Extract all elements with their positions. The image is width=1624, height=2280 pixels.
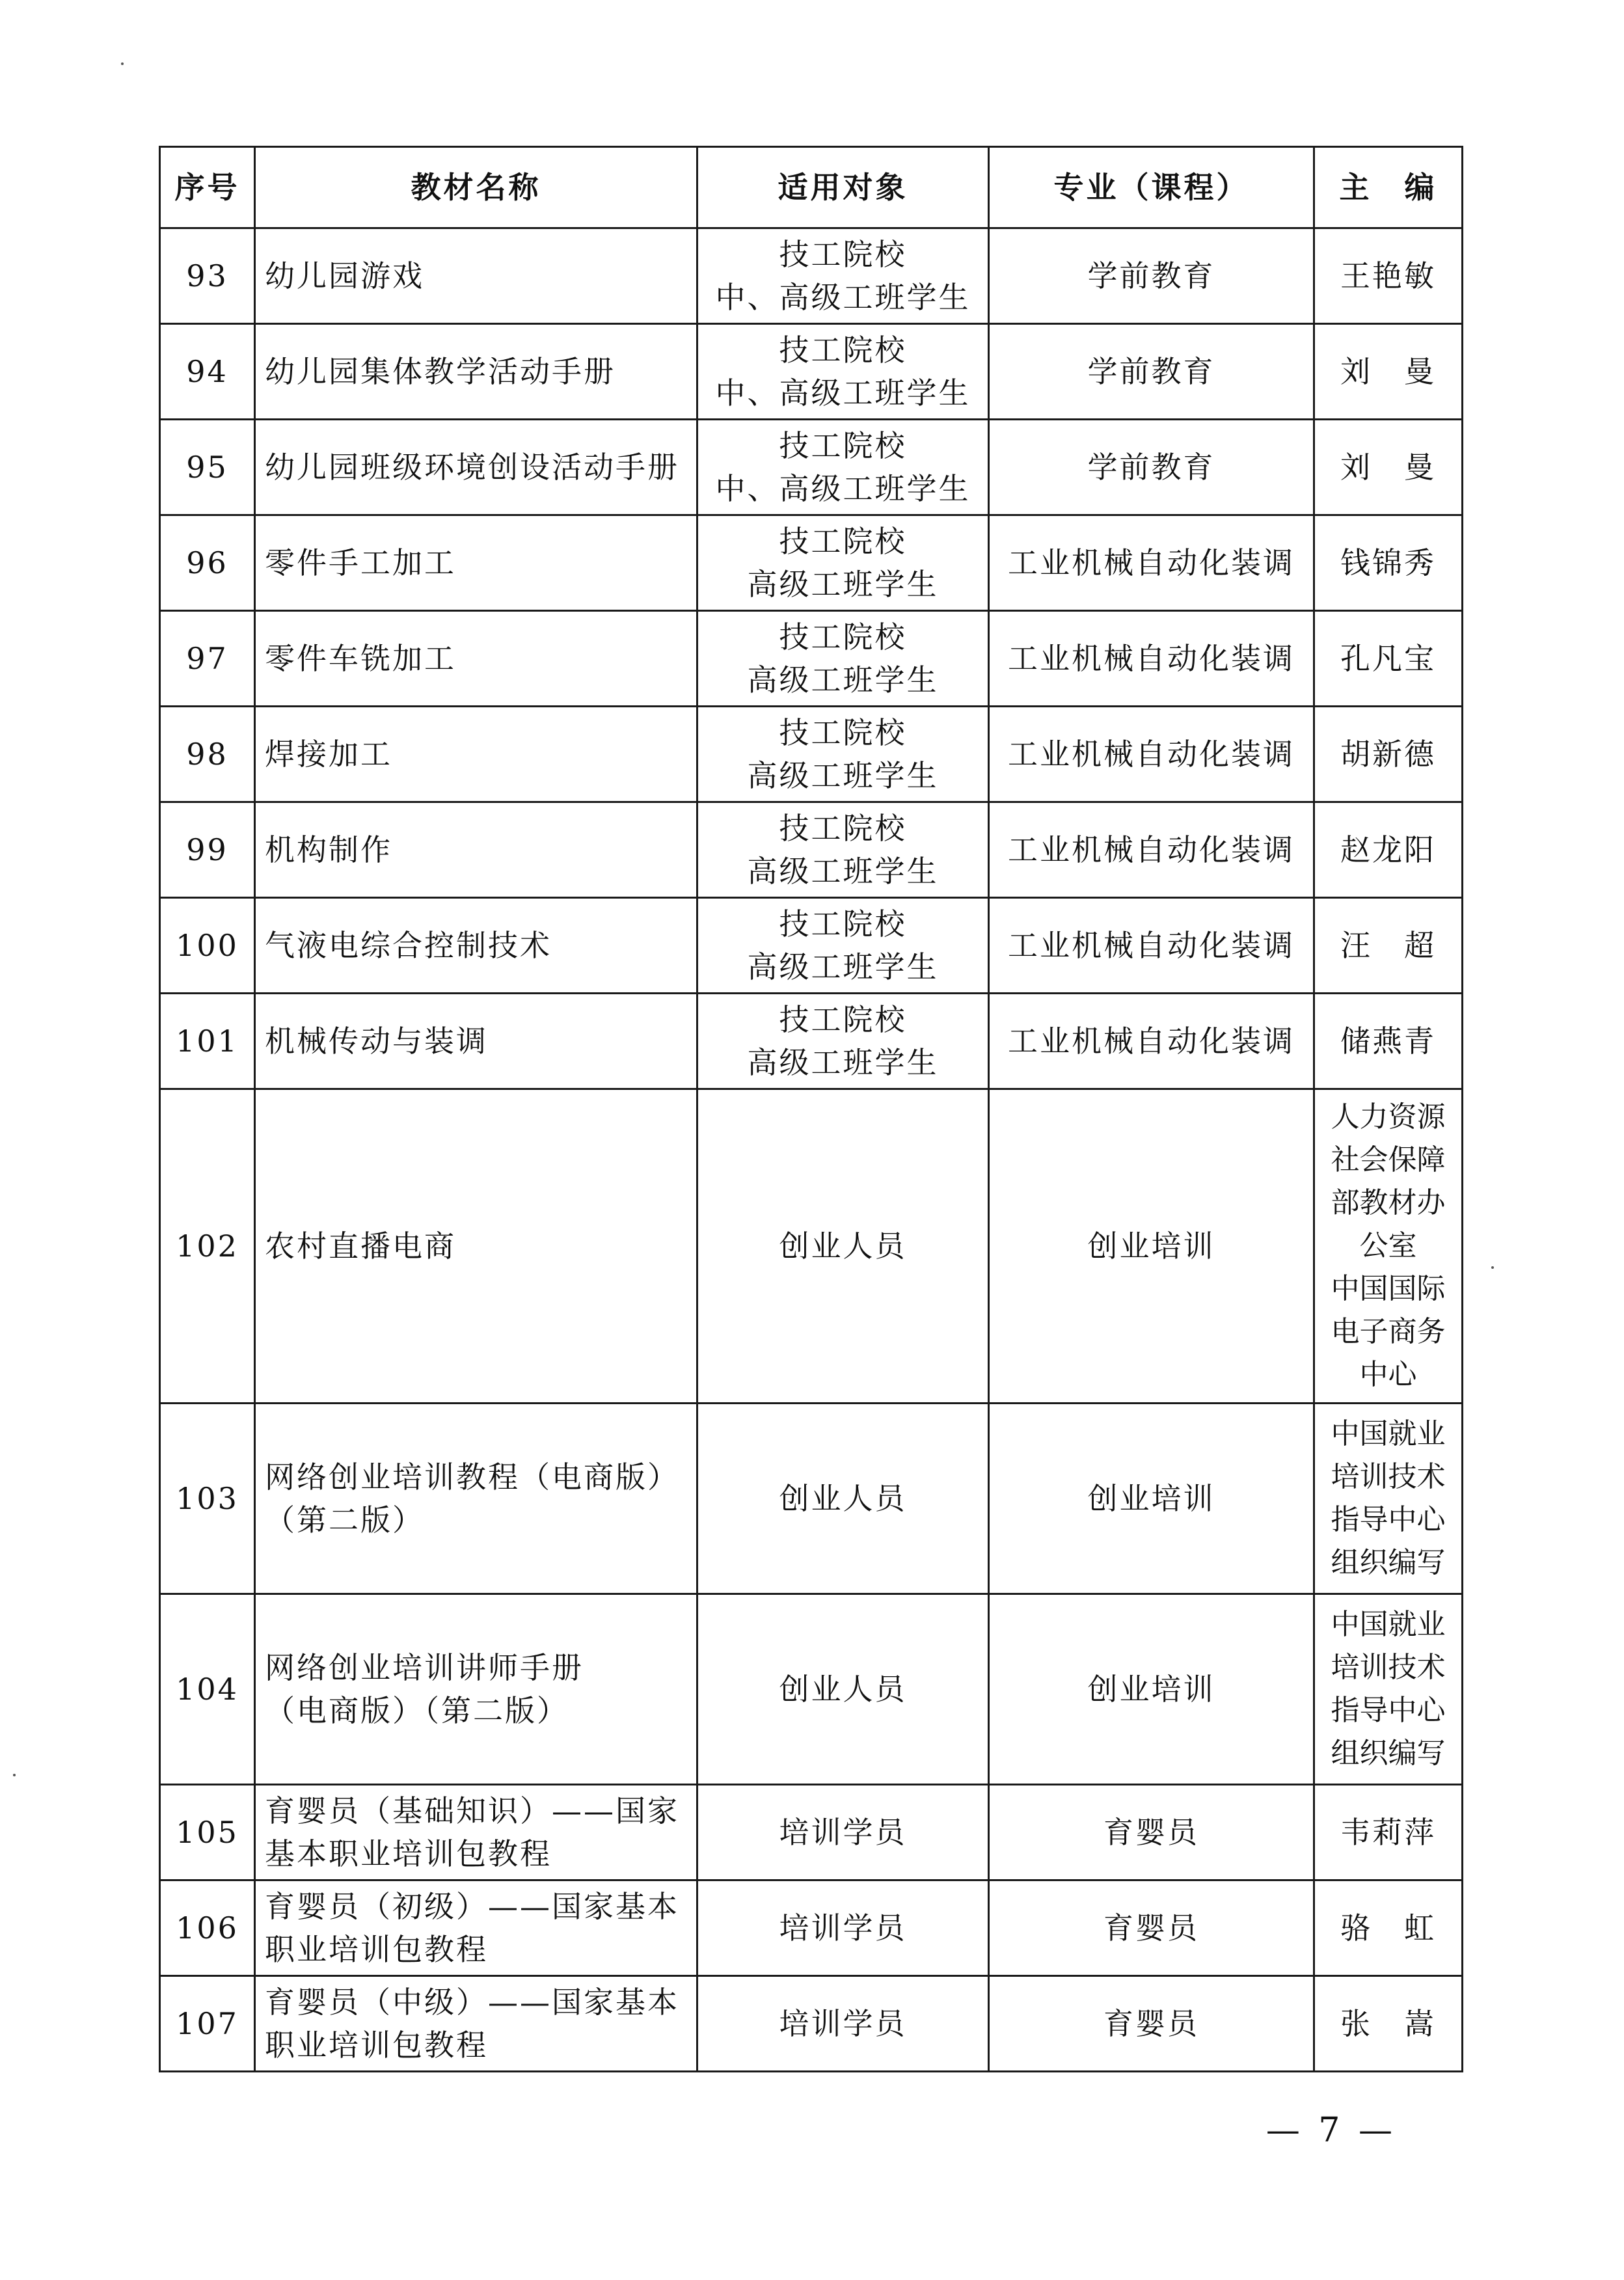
editor-line: 公室 [1359,1229,1417,1262]
title-line: （电商版）（第二版） [265,1693,569,1728]
audience-line: 技工院校 [779,332,907,368]
title-line: 职业培训包教程 [265,2028,488,2063]
editor-line: 培训技术 [1331,1651,1446,1684]
header-editor: 主 编 [1314,147,1463,228]
audience-line: 技工院校 [779,524,907,559]
row-major: 创业培训 [989,1089,1314,1404]
row-editor: 刘 曼 [1314,324,1463,420]
audience-line: 高级工班学生 [747,567,939,602]
row-audience [697,611,989,707]
row-title: 机构制作 [255,802,697,898]
table-row [160,420,1463,515]
table-row [160,1976,1463,2072]
row-editor: 韦莉萍 [1314,1785,1463,1880]
title-line: 网络创业培训讲师手册 [265,1650,584,1685]
row-editor: 骆 虹 [1314,1880,1463,1976]
table-row [160,1404,1463,1594]
editor-line: 培训技术 [1331,1460,1446,1493]
row-title: 幼儿园游戏 [255,228,697,324]
row-audience [697,324,989,420]
row-no: 107 [160,1976,255,2072]
row-major: 创业培训 [989,1404,1314,1594]
title-line: 育婴员（基础知识）——国家 [265,1793,679,1828]
row-no: 95 [160,420,255,515]
row-title: 幼儿园班级环境创设活动手册 [255,420,697,515]
row-editor: 储燕青 [1314,994,1463,1089]
row-editor: 赵龙阳 [1314,802,1463,898]
audience-line: 技工院校 [779,906,907,942]
row-no: 94 [160,324,255,420]
row-editor: 胡新德 [1314,707,1463,802]
header-audience: 适用对象 [697,147,989,228]
editor-line: 指导中心 [1331,1503,1446,1536]
row-no: 101 [160,994,255,1089]
row-major: 学前教育 [989,324,1314,420]
row-audience: 创业人员 [697,1404,989,1594]
row-audience [697,994,989,1089]
row-major: 学前教育 [989,420,1314,515]
editor-line: 部教材办 [1331,1186,1446,1219]
row-major: 工业机械自动化装调 [989,898,1314,994]
editor-line: 指导中心 [1331,1694,1446,1727]
row-editor: 钱锦秀 [1314,515,1463,611]
table-row [160,611,1463,707]
title-line: （第二版） [265,1502,424,1538]
audience-line: 技工院校 [779,237,907,272]
row-audience [697,898,989,994]
row-audience: 培训学员 [697,1880,989,1976]
row-no: 104 [160,1594,255,1785]
audience-line: 高级工班学生 [747,662,939,698]
textbook-catalog-table [159,146,1463,2072]
row-no: 98 [160,707,255,802]
scan-speck [121,62,124,65]
table-row [160,1089,1463,1404]
table-row [160,802,1463,898]
row-major: 工业机械自动化装调 [989,802,1314,898]
row-audience [697,802,989,898]
row-audience [697,515,989,611]
editor-line: 社会保障 [1331,1143,1446,1176]
row-title [255,1880,697,1976]
table-row [160,1785,1463,1880]
row-no: 99 [160,802,255,898]
row-title: 零件手工加工 [255,515,697,611]
row-major: 工业机械自动化装调 [989,515,1314,611]
row-audience: 创业人员 [697,1089,989,1404]
audience-line: 高级工班学生 [747,758,939,793]
table-header-row [160,147,1463,228]
title-line: 网络创业培训教程（电商版） [265,1459,679,1495]
table-row [160,324,1463,420]
audience-line: 技工院校 [779,811,907,846]
table-row [160,515,1463,611]
table-row [160,1880,1463,1976]
title-line: 基本职业培训包教程 [265,1836,552,1871]
row-no: 106 [160,1880,255,1976]
editor-line: 中国就业 [1331,1608,1446,1641]
row-editor: 刘 曼 [1314,420,1463,515]
table-row [160,228,1463,324]
table-row [160,994,1463,1089]
header-no: 序号 [160,147,255,228]
row-title [255,1976,697,2072]
row-title: 气液电综合控制技术 [255,898,697,994]
editor-line: 人力资源 [1331,1100,1446,1133]
audience-line: 高级工班学生 [747,949,939,984]
row-title: 零件车铣加工 [255,611,697,707]
row-title [255,1404,697,1594]
row-editor: 张 嵩 [1314,1976,1463,2072]
row-major: 工业机械自动化装调 [989,994,1314,1089]
row-major: 工业机械自动化装调 [989,707,1314,802]
editor-line: 电子商务 [1331,1315,1446,1348]
row-editor [1314,1594,1463,1785]
row-editor: 王艳敏 [1314,228,1463,324]
row-no: 105 [160,1785,255,1880]
row-title: 机械传动与装调 [255,994,697,1089]
row-editor [1314,1404,1463,1594]
audience-line: 技工院校 [779,619,907,655]
editor-line: 组织编写 [1331,1546,1446,1579]
editor-line: 中国就业 [1331,1417,1446,1450]
audience-line: 技工院校 [779,428,907,463]
audience-line: 技工院校 [779,715,907,750]
row-no: 102 [160,1089,255,1404]
page-number: — 7 — [1265,2111,1396,2150]
editor-line: 组织编写 [1331,1737,1446,1770]
row-title: 焊接加工 [255,707,697,802]
title-line: 职业培训包教程 [265,1932,488,1967]
row-major: 育婴员 [989,1785,1314,1880]
scan-speck [13,1774,16,1776]
table-row [160,707,1463,802]
row-editor: 孔凡宝 [1314,611,1463,707]
audience-line: 中、高级工班学生 [715,280,971,315]
title-line: 育婴员（初级）——国家基本 [265,1889,679,1924]
row-audience [697,228,989,324]
row-no: 103 [160,1404,255,1594]
row-major: 工业机械自动化装调 [989,611,1314,707]
row-audience: 培训学员 [697,1976,989,2072]
title-line: 育婴员（中级）——国家基本 [265,1985,679,2020]
row-title [255,1785,697,1880]
editor-line: 中国国际 [1331,1272,1446,1305]
row-title [255,1594,697,1785]
row-editor: 汪 超 [1314,898,1463,994]
row-editor [1314,1089,1463,1404]
audience-line: 中、高级工班学生 [715,471,971,506]
row-major: 学前教育 [989,228,1314,324]
row-title: 幼儿园集体教学活动手册 [255,324,697,420]
row-no: 100 [160,898,255,994]
table-row [160,898,1463,994]
row-no: 96 [160,515,255,611]
row-no: 93 [160,228,255,324]
row-major: 育婴员 [989,1880,1314,1976]
audience-line: 中、高级工班学生 [715,375,971,411]
audience-line: 高级工班学生 [747,1045,939,1080]
row-no: 97 [160,611,255,707]
row-major: 创业培训 [989,1594,1314,1785]
header-title: 教材名称 [255,147,697,228]
row-major: 育婴员 [989,1976,1314,2072]
editor-line: 中心 [1359,1358,1417,1391]
row-audience: 培训学员 [697,1785,989,1880]
row-audience: 创业人员 [697,1594,989,1785]
row-audience [697,420,989,515]
audience-line: 技工院校 [779,1002,907,1037]
row-title: 农村直播电商 [255,1089,697,1404]
scan-speck [1491,1266,1494,1269]
row-audience [697,707,989,802]
header-major: 专业（课程） [989,147,1314,228]
table-row [160,1594,1463,1785]
audience-line: 高级工班学生 [747,854,939,889]
